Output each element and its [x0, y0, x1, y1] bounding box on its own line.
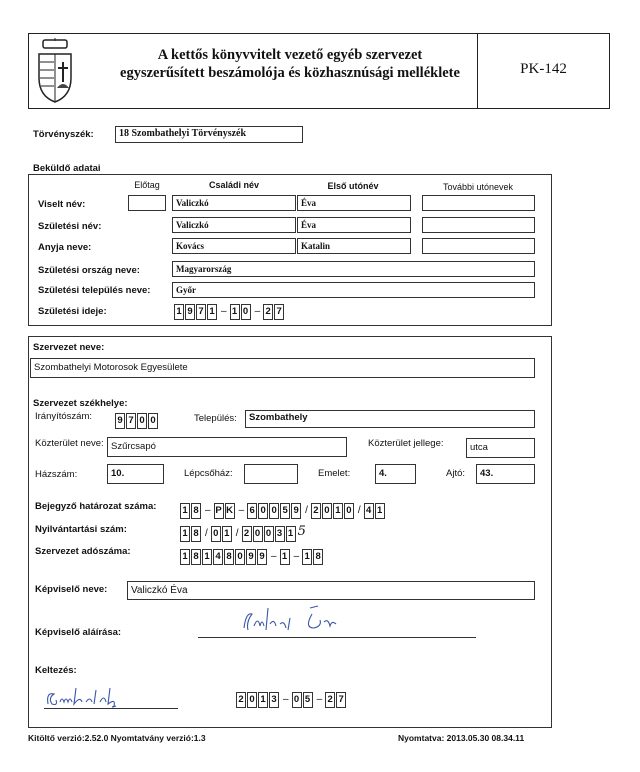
digit-cell: 7 [336, 692, 346, 708]
birth-family-field[interactable]: Valiczkó [172, 217, 296, 233]
town-field[interactable]: Szombathely [245, 410, 535, 428]
date-label: Keltezés: [35, 665, 77, 676]
digit-cell: 0 [241, 304, 251, 320]
street-type-label: Közterület jellege: [368, 438, 444, 449]
birth-town-label: Születési település neve: [38, 285, 151, 296]
digit-cell: 8 [313, 549, 323, 565]
digit-cell: 7 [274, 304, 284, 320]
current-name-label: Viselt név: [38, 199, 86, 210]
print-timestamp: Nyomtatva: 2013.05.30 08.34.11 [398, 733, 525, 743]
place-line [44, 708, 178, 709]
digit-cell: 1 [286, 526, 296, 542]
sender-section-title: Beküldő adatai [33, 163, 101, 174]
col-first-header: Első utónév [327, 181, 379, 191]
digit-cell: 3 [269, 692, 279, 708]
signature-image [238, 602, 348, 638]
digit-cell: 1 [202, 549, 212, 565]
registration-decision-label: Bejegyző határozat száma: [35, 501, 157, 512]
digit-cell: 1 [207, 304, 217, 320]
digit-cell: 1 [230, 304, 240, 320]
door-field[interactable]: 43. [476, 464, 535, 484]
house-number-field[interactable]: 10. [107, 464, 164, 484]
form-title: A kettős könyvvitelt vezető egyéb szervezet egyszerűsített beszámolója és közhasznúsági melléklete [120, 47, 460, 81]
current-family-field[interactable]: Valiczkó [172, 195, 296, 211]
digit-cell: 8 [191, 503, 201, 519]
digit-cell: 0 [211, 526, 221, 542]
signature-label: Képviselő aláírása: [35, 627, 122, 638]
birth-name-label: Születési név: [38, 221, 102, 232]
zip-label: Irányítószám: [35, 411, 93, 422]
digit-cell: 1 [258, 692, 268, 708]
digit-cell: 5 [280, 503, 290, 519]
digit-cell: 1 [222, 526, 232, 542]
digit-cell: 9 [257, 549, 267, 565]
digit-cell: 1 [174, 304, 184, 320]
col-prefix-header: Előtag [134, 180, 160, 190]
digit-cell: 1 [280, 549, 290, 565]
digit-cell: 9 [185, 304, 195, 320]
stairway-label: Lépcsőház: [184, 468, 233, 479]
digit-cell: 0 [292, 692, 302, 708]
digit-cell: 5 [303, 692, 313, 708]
digit-cell: 0 [137, 413, 147, 429]
digit-cell: 2 [311, 503, 321, 519]
digit-cell: K [225, 503, 235, 519]
birth-town-field[interactable]: Győr [172, 282, 535, 298]
court-field[interactable]: 18 Szombathelyi Törvényszék [115, 126, 303, 143]
form-code: PK-142 [520, 61, 567, 77]
tax-number-field[interactable]: 1 8 1 4 8 0 9 9 – 1 – 1 8 [180, 548, 324, 566]
representative-name-label: Képviselő neve: [35, 584, 108, 595]
birth-date-field[interactable]: 1 9 7 1 – 1 0 – 2 7 [174, 303, 285, 321]
digit-cell: 2 [242, 526, 252, 542]
digit-cell: 0 [148, 413, 158, 429]
stairway-field[interactable] [244, 464, 298, 484]
digit-cell: 0 [247, 692, 257, 708]
digit-cell: 0 [235, 549, 245, 565]
digit-cell: 1 [302, 549, 312, 565]
digit-cell: 1 [180, 526, 190, 542]
digit-cell: 0 [264, 526, 274, 542]
digit-cell: 2 [263, 304, 273, 320]
town-label: Település: [194, 413, 237, 424]
mother-other-field[interactable] [422, 238, 535, 254]
form-header [28, 33, 610, 109]
col-family-header: Családi név [208, 180, 260, 190]
digit-cell: 1 [180, 503, 190, 519]
door-label: Ajtó: [446, 468, 466, 479]
mother-family-field[interactable]: Kovács [172, 238, 296, 254]
digit-cell: 2 [236, 692, 246, 708]
street-type-field[interactable]: utca [466, 438, 535, 458]
house-number-label: Házszám: [35, 469, 78, 480]
court-label: Törvényszék: [33, 129, 94, 140]
digit-cell: 2 [325, 692, 335, 708]
current-first-field[interactable]: Éva [297, 195, 411, 211]
current-other-field[interactable] [422, 195, 535, 211]
digit-cell: 4 [364, 503, 374, 519]
birth-first-field[interactable]: Éva [297, 217, 411, 233]
birth-country-label: Születési ország neve: [38, 265, 140, 276]
zip-field[interactable] [115, 412, 159, 430]
birth-country-field[interactable]: Magyarország [172, 261, 535, 277]
digit-cell: 7 [196, 304, 206, 320]
date-field[interactable]: 2 0 1 3 – 0 5 – 2 7 [236, 691, 347, 709]
digit-cell: 6 [247, 503, 257, 519]
mother-first-field[interactable]: Katalin [297, 238, 411, 254]
digit-cell: 0 [322, 503, 332, 519]
digit-cell: 0 [269, 503, 279, 519]
digit-cell: 0 [253, 526, 263, 542]
digit-cell: 9 [246, 549, 256, 565]
tax-number-label: Szervezet adószáma: [35, 546, 131, 557]
col-other-header: További utónevek [442, 182, 514, 192]
representative-name-field[interactable]: Valiczkó Éva [127, 581, 535, 600]
org-name-label: Szervezet neve: [33, 342, 105, 353]
digit-cell: 3 [275, 526, 285, 542]
floor-field[interactable]: 4. [375, 464, 416, 484]
digit-cell: 8 [191, 549, 201, 565]
digit-cell: 0 [344, 503, 354, 519]
digit-cell: 9 [115, 413, 125, 429]
org-name-field[interactable]: Szombathelyi Motorosok Egyesülete [30, 358, 535, 378]
handwritten-digit: 5 [297, 523, 306, 539]
version-info: Kitöltő verzió:2.52.0 Nyomtatvány verzió:1.3 [28, 733, 206, 743]
record-number-label: Nyilvántartási szám: [35, 524, 127, 535]
street-field[interactable]: Szűrcsapó [107, 437, 347, 457]
digit-cell: 1 [375, 503, 385, 519]
digit-cell: 7 [126, 413, 136, 429]
digit-cell: 8 [224, 549, 234, 565]
digit-cell: 1 [180, 549, 190, 565]
registration-decision-field[interactable]: 1 8 – P K – 6 0 0 5 9 / 2 0 1 0 / 4 1 [180, 502, 386, 520]
floor-label: Emelet: [318, 468, 351, 479]
street-label: Közterület neve: [35, 438, 104, 449]
record-number-field[interactable]: 1 8 / 0 1 / 2 0 0 3 1 5 [180, 525, 306, 543]
digit-cell: 0 [258, 503, 268, 519]
seat-label: Szervezet székhelye: [33, 398, 128, 409]
digit-cell: 9 [291, 503, 301, 519]
birth-other-field[interactable] [422, 217, 535, 233]
hungarian-coat-of-arms-icon [35, 38, 75, 104]
digit-cell: 4 [213, 549, 223, 565]
birth-date-label: Születési ideje: [38, 306, 107, 317]
mother-name-label: Anyja neve: [38, 242, 92, 253]
digit-cell: 8 [191, 526, 201, 542]
digit-cell: 1 [333, 503, 343, 519]
current-prefix-field[interactable] [128, 195, 166, 211]
digit-cell: P [214, 503, 224, 519]
handwritten-place-image [44, 684, 128, 710]
